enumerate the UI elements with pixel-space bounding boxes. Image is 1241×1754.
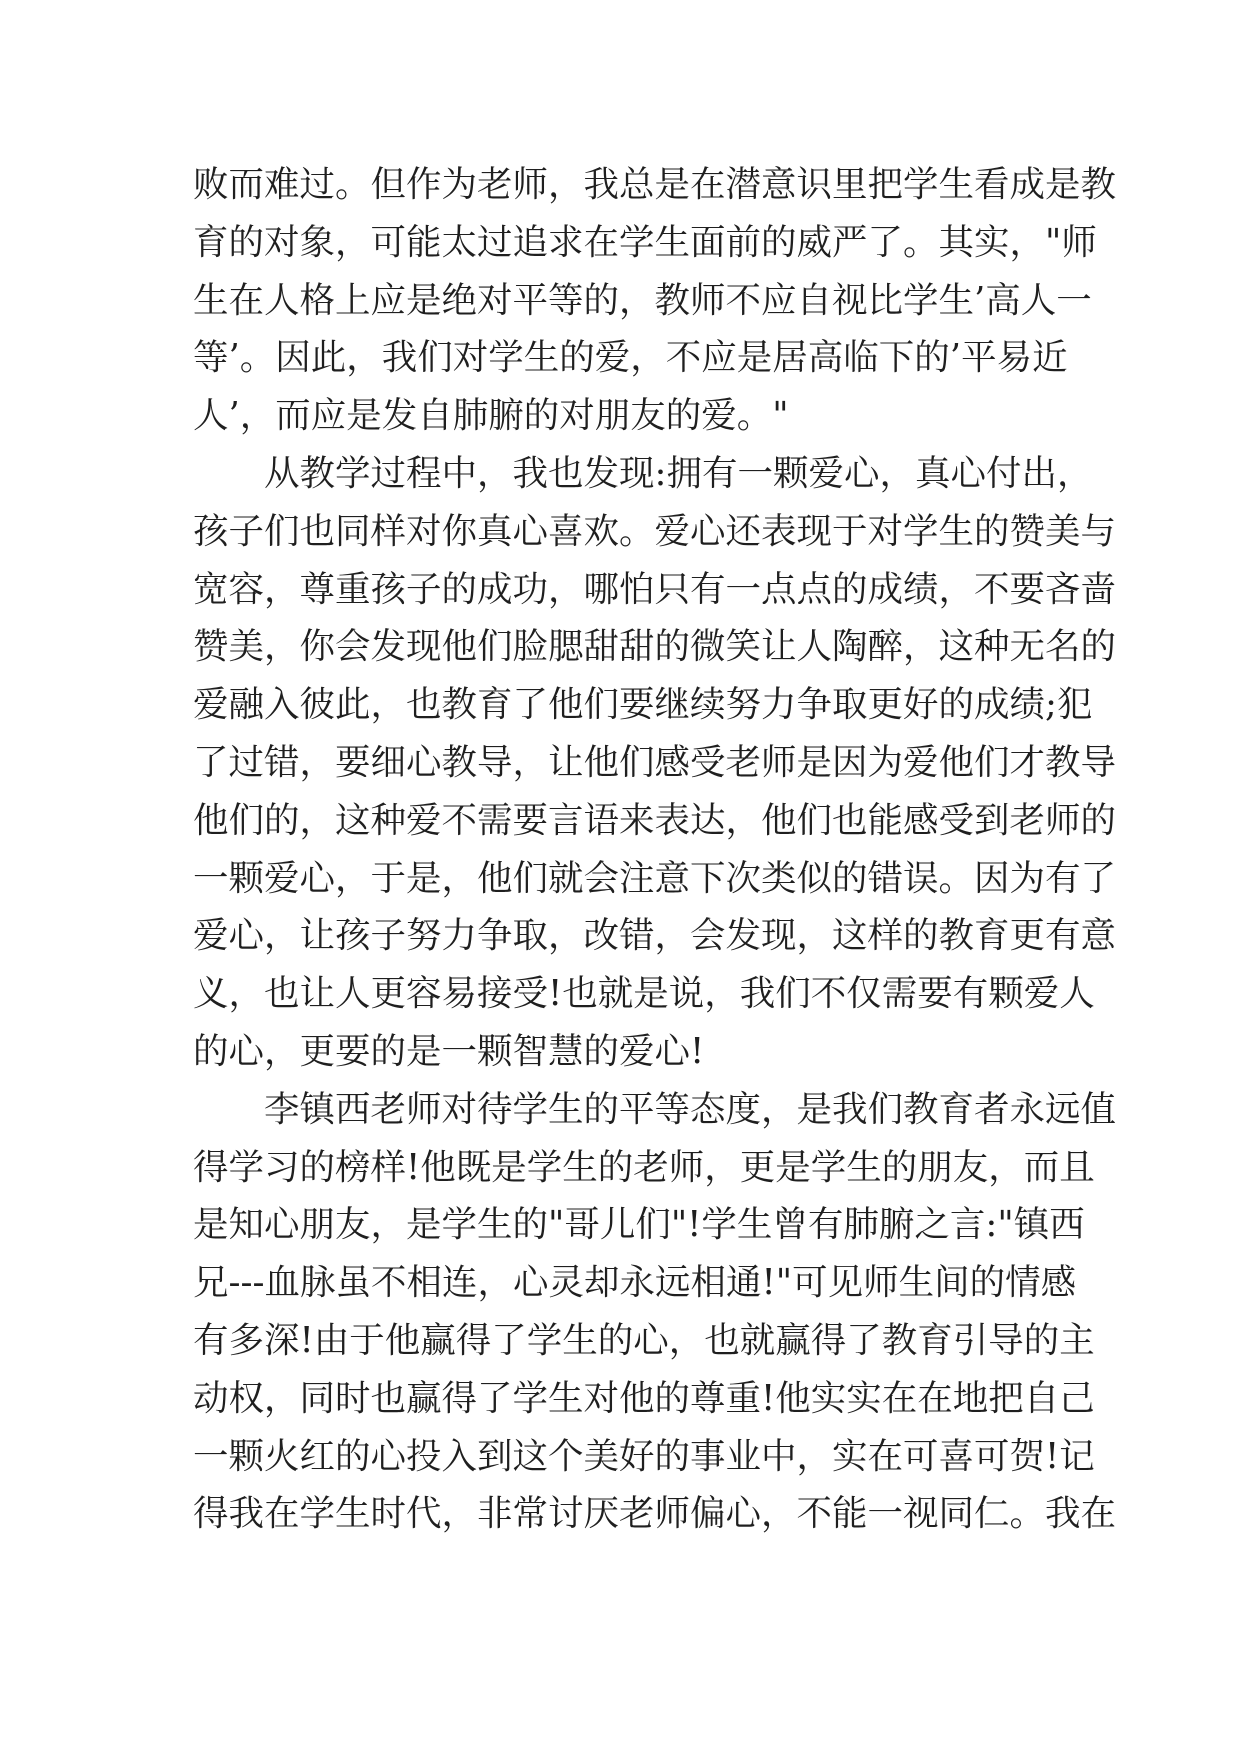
text-line: 义，也让人更容易接受!也就是说，我们不仅需要有颗爱人 bbox=[193, 973, 1095, 1015]
text-line: 败而难过。但作为老师，我总是在潜意识里把学生看成是教 bbox=[193, 164, 1117, 205]
text-line: 动权，同时也赢得了学生对他的尊重!他实实在在地把自己 bbox=[193, 1377, 1095, 1419]
text-line: 一颗爱心，于是，他们就会注意下次类似的错误。因为有了 bbox=[193, 857, 1117, 899]
text-line: 兄---血脉虽不相连，心灵却永远相通!"可见师生间的情感 bbox=[193, 1262, 1077, 1304]
text-line: 生在人格上应是绝对平等的，教师不应自视比学生’高人一 bbox=[193, 279, 1092, 321]
text-line: 育的对象，可能太过追求在学生面前的威严了。其实，"师 bbox=[193, 221, 1097, 263]
text-line: 爱心，让孩子努力争取，改错，会发现，这样的教育更有意 bbox=[193, 915, 1117, 957]
text-line: 得我在学生时代，非常讨厌老师偏心，不能一视同仁。我在 bbox=[193, 1493, 1117, 1535]
text-line: 是知心朋友，是学生的"哥儿们"!学生曾有肺腑之言:"镇西 bbox=[193, 1204, 1085, 1246]
body-text bbox=[193, 156, 1117, 1543]
text-line: 宽容，尊重孩子的成功，哪怕只有一点点的成绩，不要吝啬 bbox=[193, 568, 1117, 610]
text-line: 从教学过程中，我也发现:拥有一颗爱心，真心付出， bbox=[264, 452, 1093, 494]
text-line: 一颗火红的心投入到这个美好的事业中，实在可喜可贺!记 bbox=[193, 1435, 1095, 1477]
text-line: 赞美，你会发现他们脸腮甜甜的微笑让人陶醉，这种无名的 bbox=[193, 626, 1117, 668]
text-line: 了过错，要细心教导，让他们感受老师是因为爱他们才教导 bbox=[193, 741, 1117, 783]
text-line: 等’。因此，我们对学生的爱，不应是居高临下的’平易近 bbox=[193, 337, 1068, 379]
text-line: 他们的，这种爱不需要言语来表达，他们也能感受到老师的 bbox=[193, 799, 1117, 841]
text-line: 人’，而应是发自肺腑的对朋友的爱。" bbox=[193, 395, 789, 437]
text-line: 孩子们也同样对你真心喜欢。爱心还表现于对学生的赞美与 bbox=[193, 510, 1117, 552]
text-line: 的心，更要的是一颗智慧的爱心! bbox=[193, 1030, 705, 1072]
text-line: 得学习的榜样!他既是学生的老师，更是学生的朋友，而且 bbox=[193, 1146, 1095, 1188]
text-line: 有多深!由于他赢得了学生的心，也就赢得了教育引导的主 bbox=[193, 1319, 1095, 1361]
text-line: 李镇西老师对待学生的平等态度，是我们教育者永远值 bbox=[264, 1088, 1117, 1130]
text-line: 爱融入彼此，也教育了他们要继续努力争取更好的成绩;犯 bbox=[193, 684, 1093, 726]
